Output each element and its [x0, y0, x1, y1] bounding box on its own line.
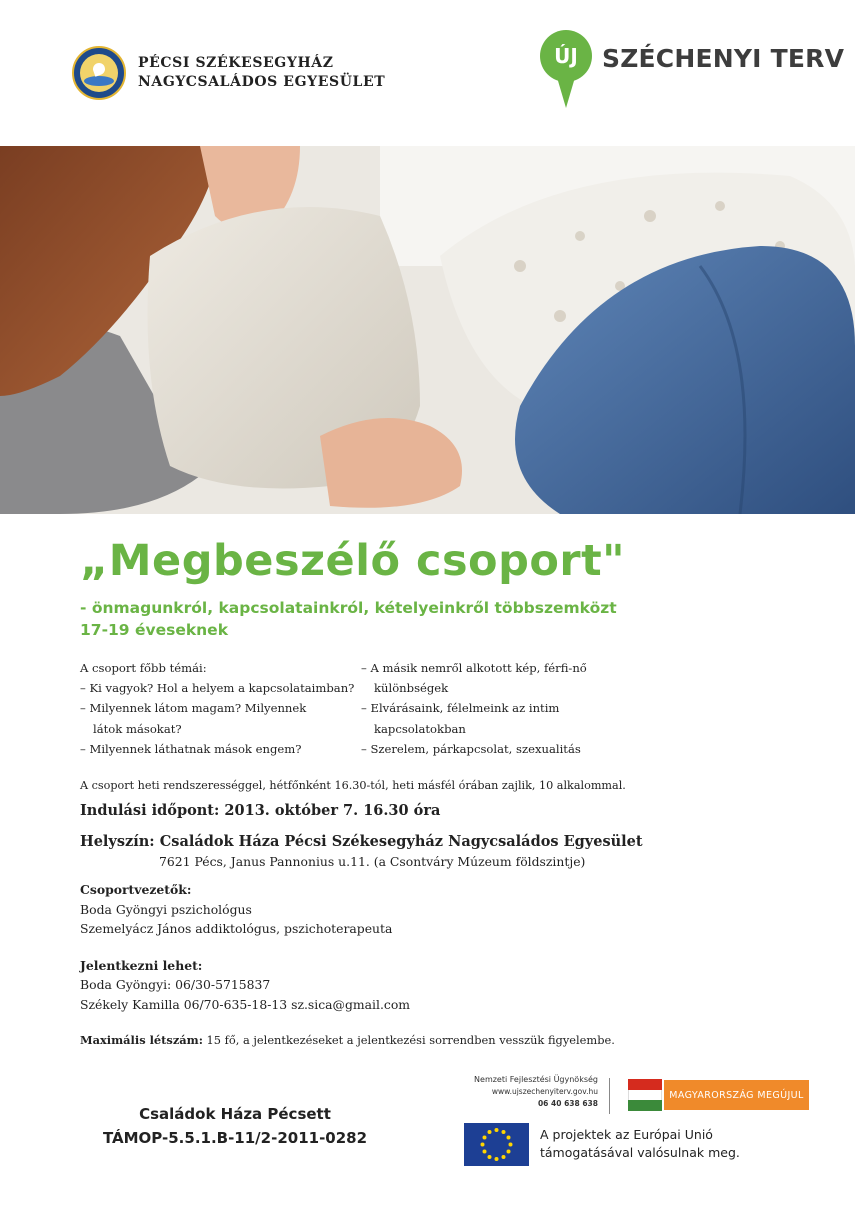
subtitle-line1: - önmagunkról, kapcsolatainkról, kételyeinkről többszemközt	[80, 599, 617, 617]
szechenyi-terv-logo	[540, 30, 844, 112]
subtitle	[80, 597, 617, 641]
topic-item: – Szerelem, párkapcsolat, szexualitás	[361, 741, 581, 756]
max-value: 15 fő, a jelentkezéseket a jelentkezési sorrendben vesszük figyelembe.	[202, 1033, 615, 1047]
association-seal-icon	[72, 46, 126, 100]
max-label: Maximális létszám:	[80, 1033, 203, 1047]
venue-value: Családok Háza Pécsi Székesegyház Nagycsaládos Egyesület	[159, 833, 643, 850]
signup-line: Boda Gyöngyi: 06/30-5715837	[80, 977, 271, 992]
topic-item-continued: látok másokat?	[93, 721, 182, 736]
schedule-text: A csoport heti rendszerességgel, hétfőnként 16.30-tól, heti másfél órában zajlik, 10 alkalommal.	[80, 779, 626, 792]
topic-item: – Milyennek látom magam? Milyennek	[80, 701, 307, 716]
eu-line2: támogatásával valósulnak meg.	[540, 1145, 740, 1160]
leader-item: Boda Gyöngyi pszichológus	[80, 902, 252, 917]
topic-item-continued: különbségek	[374, 681, 449, 696]
agency-info	[440, 1074, 598, 1110]
signup-line-email: Székely Kamilla 06/70-635-18-13 sz.sica@gmail.com	[80, 997, 411, 1012]
eu-flag-icon	[464, 1123, 529, 1166]
venue	[80, 832, 643, 852]
org-name	[138, 54, 385, 92]
venue-address: 7621 Pécs, Janus Pannonius u.11. (a Csontváry Múzeum földszintje)	[159, 854, 586, 869]
pin-text: ÚJ	[540, 30, 592, 82]
subtitle-line2: 17-19 éveseknek	[80, 621, 228, 639]
topic-item: – A másik nemről alkotott kép, férfi-nő	[361, 661, 587, 675]
hero-photo	[0, 146, 855, 514]
magyarorszag-megujul-badge: MAGYARORSZÁG MEGÚJUL	[664, 1080, 809, 1110]
leaders-heading: Csoportvezetők:	[80, 882, 192, 897]
topics-left-column	[80, 658, 355, 759]
topics-heading: A csoport főbb témái:	[80, 661, 207, 675]
agency-url: www.ujszechenyiterv.gov.hu	[491, 1087, 598, 1096]
agency-phone: 06 40 638 638	[537, 1099, 598, 1108]
project-line1: Családok Háza Pécsett	[139, 1105, 331, 1123]
eu-support-text	[540, 1126, 740, 1162]
org-name-line1: PÉCSI SZÉKESEGYHÁZ	[138, 55, 334, 71]
max-capacity	[80, 1030, 615, 1050]
topics-right-column	[361, 658, 651, 759]
signup-heading: Jelentkezni lehet:	[80, 958, 203, 973]
topic-item: – Milyennek láthatnak mások engem?	[80, 741, 302, 756]
venue-label: Helyszín:	[80, 833, 155, 850]
program-name: SZÉCHENYI TERV	[602, 44, 845, 73]
divider	[609, 1078, 610, 1114]
org-name-line2: NAGYCSALÁDOS EGYESÜLET	[138, 74, 386, 90]
map-pin-icon	[540, 30, 592, 112]
page-title: „Megbeszélő csoport"	[80, 536, 626, 586]
agency-name: Nemzeti Fejlesztési Ügynökség	[474, 1075, 598, 1084]
leader-item: Szemelyácz János addiktológus, pszichoterapeuta	[80, 921, 393, 936]
hero-illustration	[0, 146, 855, 514]
hungarian-flag-icon	[628, 1079, 662, 1111]
org-logo	[72, 46, 385, 100]
project-line2: TÁMOP-5.5.1.B-11/2-2011-0282	[102, 1129, 368, 1147]
topic-item-continued: kapcsolatokban	[374, 721, 466, 736]
start-value: 2013. október 7. 16.30 óra	[224, 802, 441, 819]
eu-line1: A projektek az Európai Unió	[540, 1127, 713, 1142]
topic-item: – Ki vagyok? Hol a helyem a kapcsolataimban?	[80, 681, 355, 696]
start-label: Indulási időpont:	[80, 802, 220, 819]
topic-item: – Elvárásaink, félelmeink az intim	[361, 701, 560, 716]
start-date	[80, 801, 440, 821]
project-id	[100, 1102, 370, 1150]
